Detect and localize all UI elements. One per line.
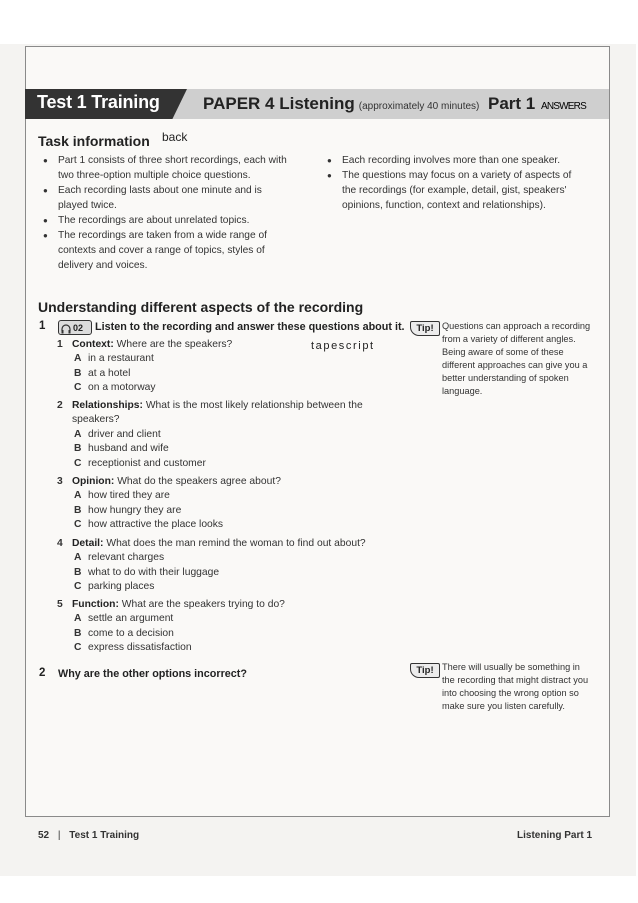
subquestion-text: What are the speakers trying to do? xyxy=(121,599,285,610)
subquestion-text: What is the most likely relationship between the speakers? xyxy=(72,400,363,426)
subquestion-text: What do the speakers agree about? xyxy=(117,476,281,487)
subquestion xyxy=(57,338,387,396)
task-info-right-column xyxy=(321,153,586,213)
task-info-heading: Task information xyxy=(38,133,150,149)
subquestion-number: 1 xyxy=(57,339,63,350)
footer-right-label: Listening Part 1 xyxy=(517,830,593,841)
subquestion-number: 4 xyxy=(57,538,63,549)
audio-track-badge xyxy=(58,320,92,335)
paper-title-text: PAPER 4 Listening xyxy=(203,94,355,113)
answer-option: B what to do with their luggage xyxy=(74,566,220,578)
subquestion xyxy=(57,475,387,533)
answer-option: B come to a decision xyxy=(74,627,174,639)
answer-option: A relevant charges xyxy=(74,552,165,564)
subquestion xyxy=(57,598,387,656)
subquestion-number: 5 xyxy=(57,599,63,610)
answer-option: C how attractive the place looks xyxy=(74,519,224,531)
answer-option: C receptionist and customer xyxy=(74,457,206,469)
answer-option: C on a motorway xyxy=(74,382,156,394)
test-title: Test 1 Training xyxy=(37,92,160,112)
subquestion xyxy=(57,399,387,471)
subquestion-label: Context: xyxy=(72,339,114,350)
headphones-icon xyxy=(61,324,71,334)
task-bullet: ● The recordings are taken from a wide range of contexts and cover a range of topics, styles of delivery and voices. xyxy=(37,228,287,273)
tip-text: Questions can approach a recording from a variety of different angles. Being aware of some of these different approaches can give you a better understanding of spoken language. xyxy=(442,321,591,397)
section-heading: Understanding different aspects of the recording xyxy=(38,299,364,315)
answer-option: B husband and wife xyxy=(74,443,169,455)
track-number: 02 xyxy=(73,323,84,333)
task-info-left-column xyxy=(37,153,287,273)
question-2-text: Why are the other options incorrect? xyxy=(58,668,247,680)
tapescript-link[interactable]: tapescript xyxy=(311,340,375,352)
subquestion-text: Where are the speakers? xyxy=(116,339,233,350)
task-bullet: ● Part 1 consists of three short recordings, each with two three-option multiple choice questions. xyxy=(37,153,287,183)
subquestion-number: 2 xyxy=(57,400,63,411)
subquestion-label: Opinion: xyxy=(72,476,115,487)
answer-option: B at a hotel xyxy=(74,367,131,379)
answer-option: A in a restaurant xyxy=(74,353,154,365)
paper-subtitle: (approximately 40 minutes) xyxy=(358,101,480,112)
subquestion-label: Detail: xyxy=(72,538,104,549)
subquestion-text: What does the man remind the woman to find out about? xyxy=(106,538,366,549)
answer-option: A driver and client xyxy=(74,428,161,440)
footer-label: Test 1 Training xyxy=(69,830,140,841)
question-number: 2 xyxy=(39,667,46,679)
paper-title xyxy=(203,94,479,114)
subquestion-number: 3 xyxy=(57,476,63,487)
footer-separator: | xyxy=(57,830,61,841)
question-number: 1 xyxy=(39,320,46,332)
answer-option: A settle an argument xyxy=(74,613,174,625)
answer-option: A how tired they are xyxy=(74,490,170,502)
page-number: 52 xyxy=(38,830,50,841)
subquestion xyxy=(57,537,387,595)
task-bullet: ● Each recording involves more than one speaker. xyxy=(321,153,586,168)
answer-option: B how hungry they are xyxy=(74,504,182,516)
task-bullet: ● The questions may focus on a variety of aspects of the recordings (for example, detail, gist, speakers' opinions, function, context and relationships). xyxy=(321,168,586,213)
subquestion-label: Relationships: xyxy=(72,400,143,411)
tip-text: There will usually be something in the recording that might distract you into choosing the wrong option so make sure you listen carefully. xyxy=(442,662,589,712)
part-title: Part 1 xyxy=(488,94,536,113)
answer-option: C parking places xyxy=(74,581,155,593)
tip-badge: Tip! xyxy=(410,663,440,678)
tip-badge: Tip! xyxy=(410,321,440,336)
answer-option: C express dissatisfaction xyxy=(74,642,192,654)
subquestion-label: Function: xyxy=(72,599,119,610)
task-bullet: ● Each recording lasts about one minute and is played twice. xyxy=(37,183,287,213)
back-link[interactable]: back xyxy=(162,130,188,144)
task-bullet: ● The recordings are about unrelated topics. xyxy=(37,213,287,228)
footer-left xyxy=(38,830,139,841)
answers-link[interactable]: ANSWERS xyxy=(541,101,586,112)
question-1-text: Listen to the recording and answer these questions about it. xyxy=(95,321,405,333)
